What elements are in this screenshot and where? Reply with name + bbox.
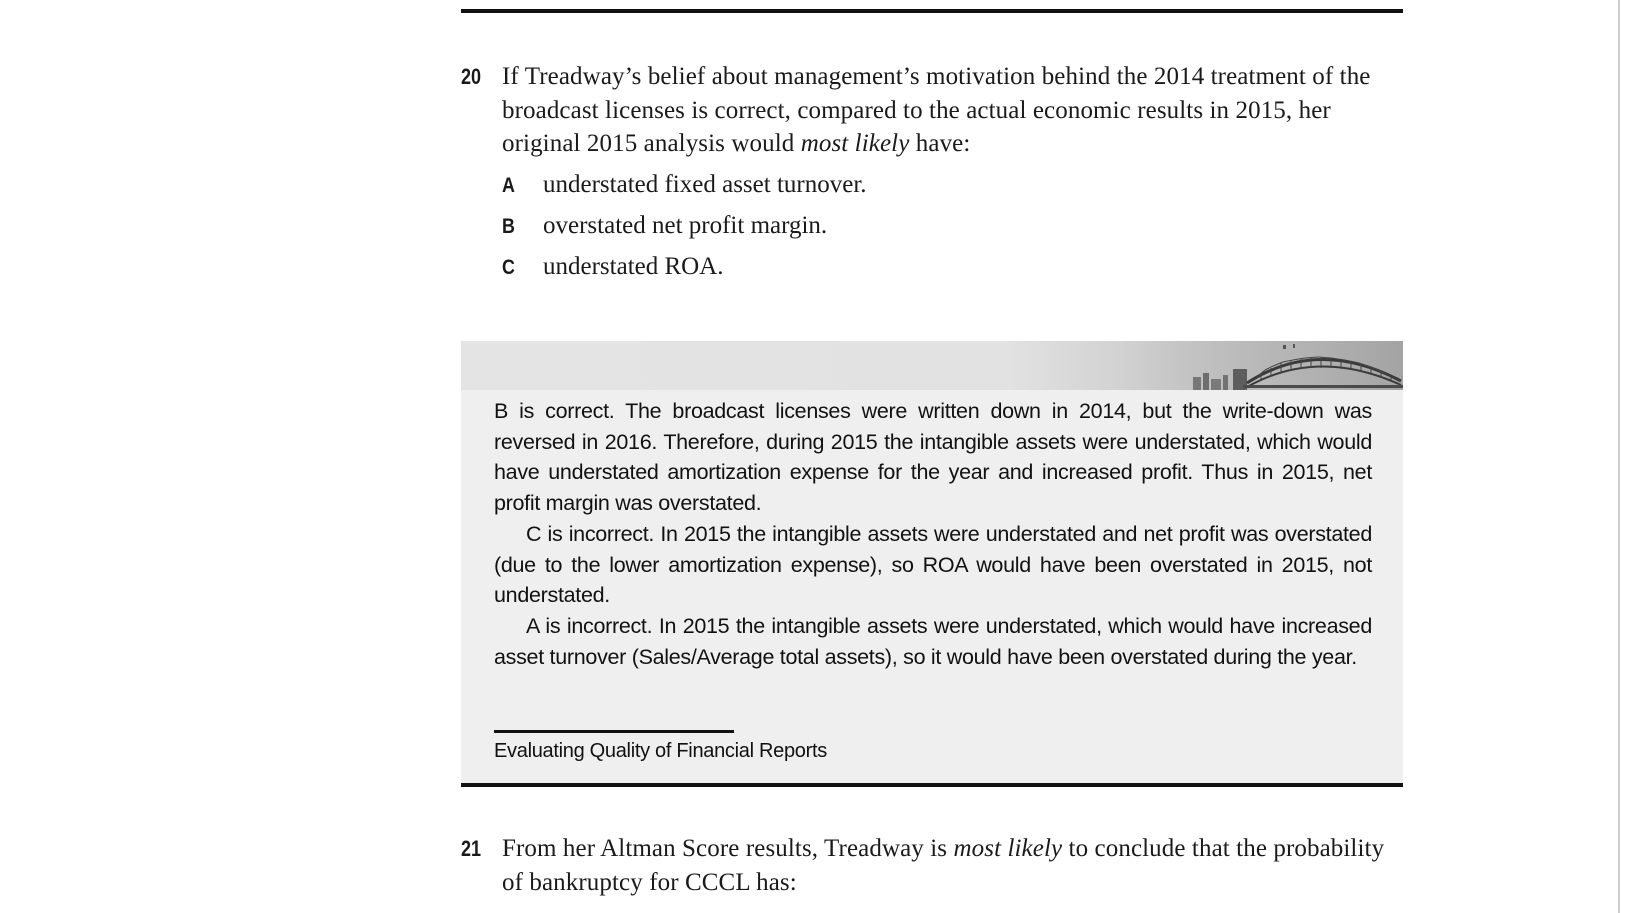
option-letter: A (502, 173, 515, 197)
answer-header-banner (461, 341, 1403, 390)
source-divider (494, 730, 734, 733)
page-edge-rule (1618, 0, 1620, 913)
bridge-image (1133, 341, 1403, 390)
question-21 (461, 832, 1403, 899)
option-letter: C (502, 255, 515, 279)
question-number: 20 (461, 64, 482, 89)
option-text: overstated net profit margin. (543, 211, 828, 239)
question-number: 21 (461, 836, 482, 861)
stem-text: From her Altman Score results, Treadway is (502, 835, 954, 862)
option-letter: B (502, 214, 515, 238)
stem-text: If Treadway’s belief about management’s motivation behind the 2014 treatment of the broadcast licenses is correct, compared to the actual economic results in 2015, her original 2015 analysis would (502, 63, 1371, 157)
stem-emphasis: most likely (953, 835, 1063, 862)
option-b (502, 209, 1403, 250)
option-a (502, 168, 1403, 209)
question-stem (502, 60, 1403, 161)
stem-emphasis: most likely (800, 130, 910, 157)
source-reference: Evaluating Quality of Financial Reports (494, 740, 827, 762)
top-divider (461, 9, 1403, 13)
option-text: understated ROA. (543, 252, 724, 280)
question-20 (461, 60, 1403, 291)
explanation-paragraph: B is correct. The broadcast licenses were written down in 2014, but the write-down was reversed in 2016. Therefore, during 2015 the intangible assets were understated, which would have understated amortization expense for the year and increased profit. Thus in 2015, net profit margin was overstated. (494, 399, 1372, 516)
answer-box-bottom-rule (461, 783, 1403, 787)
explanation-paragraph: C is incorrect. In 2015 the intangible assets were understated and net profit was overstated (due to the lower amortization expense), so ROA would have been overstated in 2015, not understated. (494, 521, 1372, 608)
answer-options (502, 168, 1403, 291)
answer-explanation (494, 396, 1372, 672)
stem-text-end: have: (909, 130, 971, 157)
explanation-paragraph: A is incorrect. In 2015 the intangible assets were understated, which would have increased asset turnover (Sales/Average total assets), so it would have been overstated during the year. (494, 613, 1372, 669)
answer-box (461, 341, 1403, 785)
stem-text-end: to conclude that the probability of bankruptcy for CCCL has: (502, 835, 1385, 896)
option-text: understated fixed asset turnover. (543, 170, 867, 198)
option-c (502, 250, 1403, 291)
question-stem (502, 832, 1403, 899)
